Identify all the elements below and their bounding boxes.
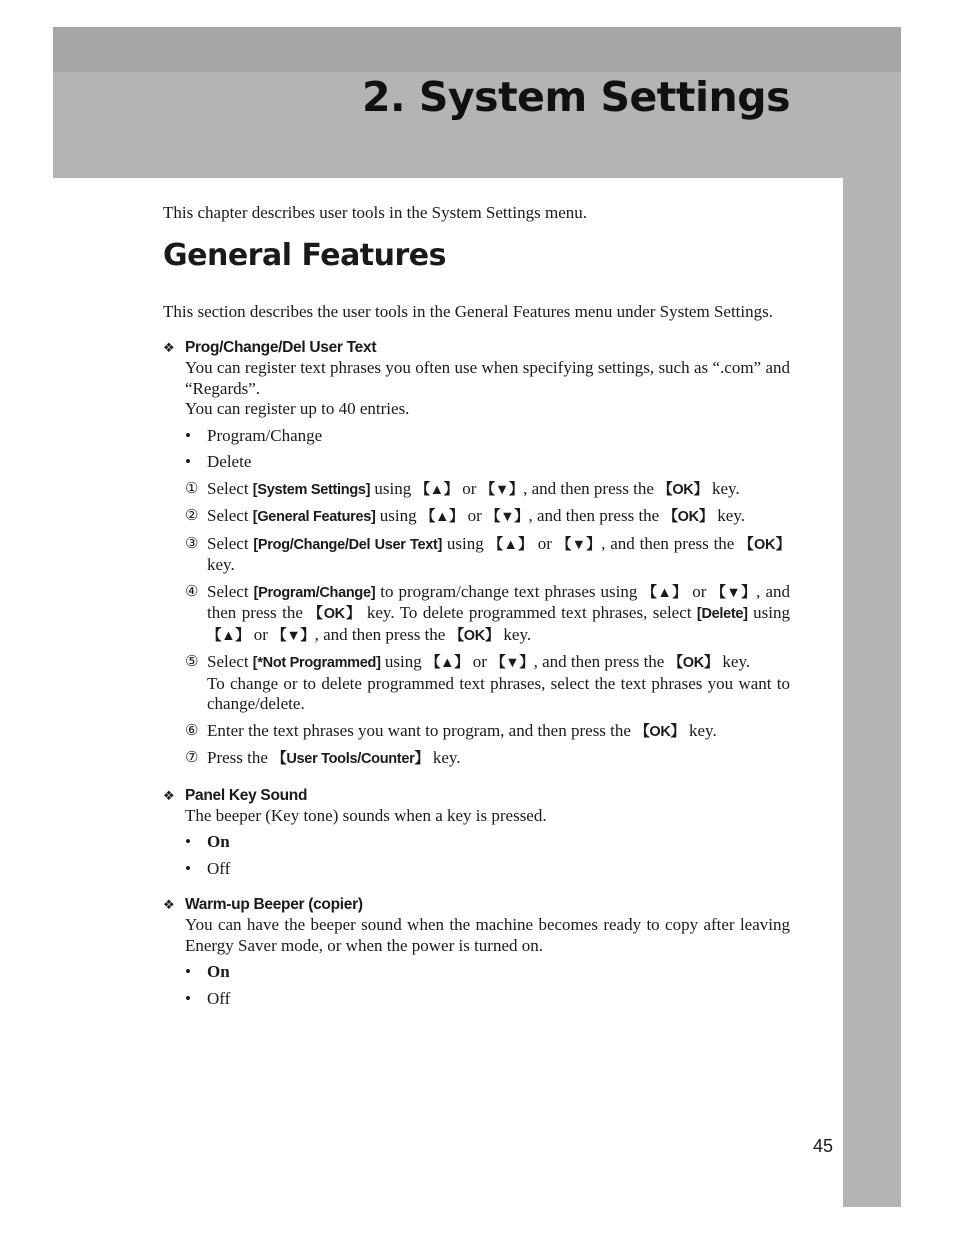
option-list: [185, 426, 790, 473]
header-stripe: [53, 27, 901, 72]
menu-name: [Program/Change]: [253, 584, 376, 601]
step-text: or: [463, 506, 486, 525]
bullet-icon: •: [185, 962, 191, 981]
step-text: key.: [684, 720, 717, 740]
step-text: , and then press the: [528, 506, 664, 525]
step-number: ⑦: [185, 750, 199, 766]
step-text: key. To delete programmed text phrases, select: [361, 603, 697, 622]
step-text: or: [468, 652, 492, 671]
ok-key: 【OK】: [308, 606, 362, 622]
step-text: using: [380, 652, 426, 671]
option-list: [185, 832, 790, 879]
feature-heading: [163, 894, 790, 915]
option-label: Off: [207, 988, 231, 1008]
feature-warm-up-beeper: [163, 894, 790, 1009]
up-key: 【▲】: [642, 584, 688, 601]
option-label: Delete: [207, 452, 252, 471]
down-key: 【▼】: [491, 655, 534, 671]
step-2: [185, 506, 790, 528]
step-text: Select: [207, 652, 253, 671]
feature-description: The beeper (Key tone) sounds when a key is pressed.: [185, 805, 547, 825]
step-text: key.: [499, 624, 532, 644]
page-number: 45: [813, 1136, 834, 1156]
ok-key: 【OK】: [635, 723, 685, 740]
step-text: key.: [207, 555, 235, 574]
option-label: Off: [207, 858, 231, 878]
option-label-default: On: [207, 832, 230, 851]
side-tab-band: [843, 178, 901, 1207]
step-5: [185, 652, 790, 715]
list-item: [185, 962, 790, 983]
menu-name: [*Not Programmed]: [252, 655, 381, 671]
step-number: ③: [185, 535, 199, 552]
step-text: using: [442, 533, 489, 553]
step-text: , and then press the: [533, 652, 669, 671]
main-content: [163, 203, 790, 1024]
bullet-icon: •: [185, 832, 191, 851]
down-key: 【▼】: [272, 627, 315, 644]
step-text: , and then press the: [601, 533, 740, 553]
step-text: , and then press the: [314, 624, 450, 644]
feature-description: You can have the beeper sound when the machine becomes ready to copy after leaving Energy Saver mode, or when the power is turned on.: [185, 915, 790, 955]
ok-key: 【OK】: [668, 655, 719, 671]
feature-heading-text: Prog/Change/Del User Text: [185, 339, 377, 356]
step-number: ⑥: [185, 722, 199, 739]
step-text: key.: [707, 478, 740, 498]
menu-name: [Prog/Change/Del User Text]: [253, 536, 443, 553]
step-text: Enter the text phrases you want to program, and then press the: [207, 720, 636, 740]
diamond-bullet-icon: ❖: [163, 787, 175, 803]
section-intro: This section describes the user tools in the General Features menu under System Settings.: [163, 301, 773, 321]
step-text: key.: [713, 506, 745, 525]
step-text: , and then press the: [207, 581, 790, 622]
feature-heading: [163, 785, 790, 806]
chapter-title: 2. System Settings: [362, 73, 790, 121]
section-title: General Features: [163, 237, 447, 273]
down-key: 【▼】: [480, 481, 524, 498]
feature-heading: [163, 337, 790, 358]
up-key: 【▲】: [415, 481, 458, 498]
ok-key: 【OK】: [739, 536, 790, 553]
step-3: [185, 534, 790, 576]
step-6: [185, 721, 790, 743]
step-text: or: [249, 624, 273, 644]
option-label: Program/Change: [207, 425, 323, 445]
step-note: To change or to delete programmed text phrases, select the text phrases you want to change/delete.: [207, 673, 790, 713]
bullet-icon: •: [185, 988, 191, 1008]
diamond-bullet-icon: ❖: [163, 897, 175, 912]
step-text: key.: [718, 652, 751, 671]
up-key: 【▲】: [207, 627, 250, 644]
bullet-icon: •: [185, 452, 191, 471]
feature-description: You can register text phrases you often use when specifying settings, such as “.com” and “Regards”.: [185, 358, 790, 398]
step-text: , and then press the: [523, 478, 659, 498]
step-text: using: [375, 506, 421, 525]
step-text: Select: [207, 478, 253, 498]
step-text: Select: [207, 581, 254, 601]
step-text: Select: [207, 506, 253, 525]
ok-key: 【OK】: [663, 509, 714, 525]
list-item: [185, 989, 790, 1010]
step-7: [185, 748, 790, 770]
menu-name: [Delete]: [696, 606, 748, 622]
list-item: [185, 426, 790, 447]
feature-heading-text: Panel Key Sound: [185, 786, 308, 804]
option-list: [185, 962, 790, 1009]
step-text: to program/change text phrases using: [375, 581, 643, 601]
step-1: [185, 479, 790, 501]
menu-name: [System Settings]: [252, 481, 371, 498]
step-4: [185, 582, 790, 647]
feature-prog-change-del-user-text: [163, 337, 790, 770]
up-key: 【▲】: [425, 655, 469, 671]
up-key: 【▲】: [488, 536, 533, 553]
list-item: [185, 452, 790, 473]
step-text: or: [687, 581, 712, 601]
step-number: ①: [185, 480, 199, 497]
list-item: [185, 859, 790, 880]
user-tools-key: 【User Tools/Counter】: [272, 751, 429, 767]
ok-key: 【OK】: [449, 627, 500, 644]
step-text: key.: [428, 748, 461, 767]
up-key: 【▲】: [420, 509, 464, 525]
down-key: 【▼】: [556, 536, 602, 553]
bullet-icon: •: [185, 858, 191, 878]
chapter-intro: This chapter describes user tools in the System Settings menu.: [163, 203, 587, 222]
bullet-icon: •: [185, 425, 191, 445]
feature-description-2: You can register up to 40 entries.: [185, 399, 410, 418]
menu-name: [General Features]: [252, 509, 376, 525]
step-text: using: [370, 478, 416, 498]
step-list: [185, 479, 790, 770]
step-text: or: [457, 478, 481, 498]
step-text: using: [747, 603, 790, 622]
feature-heading-text: Warm-up Beeper (copier): [185, 896, 363, 913]
step-number: ⑤: [185, 654, 199, 670]
step-text: Press the: [207, 748, 273, 767]
down-key: 【▼】: [486, 509, 529, 525]
step-number: ④: [185, 583, 199, 600]
feature-panel-key-sound: [163, 785, 790, 880]
step-text: Select: [207, 533, 254, 553]
ok-key: 【OK】: [658, 481, 708, 498]
step-text: or: [532, 533, 557, 553]
option-label-default: On: [207, 962, 230, 981]
step-number: ②: [185, 508, 199, 524]
diamond-bullet-icon: ❖: [163, 340, 175, 355]
down-key: 【▼】: [711, 584, 757, 601]
list-item: [185, 832, 790, 853]
